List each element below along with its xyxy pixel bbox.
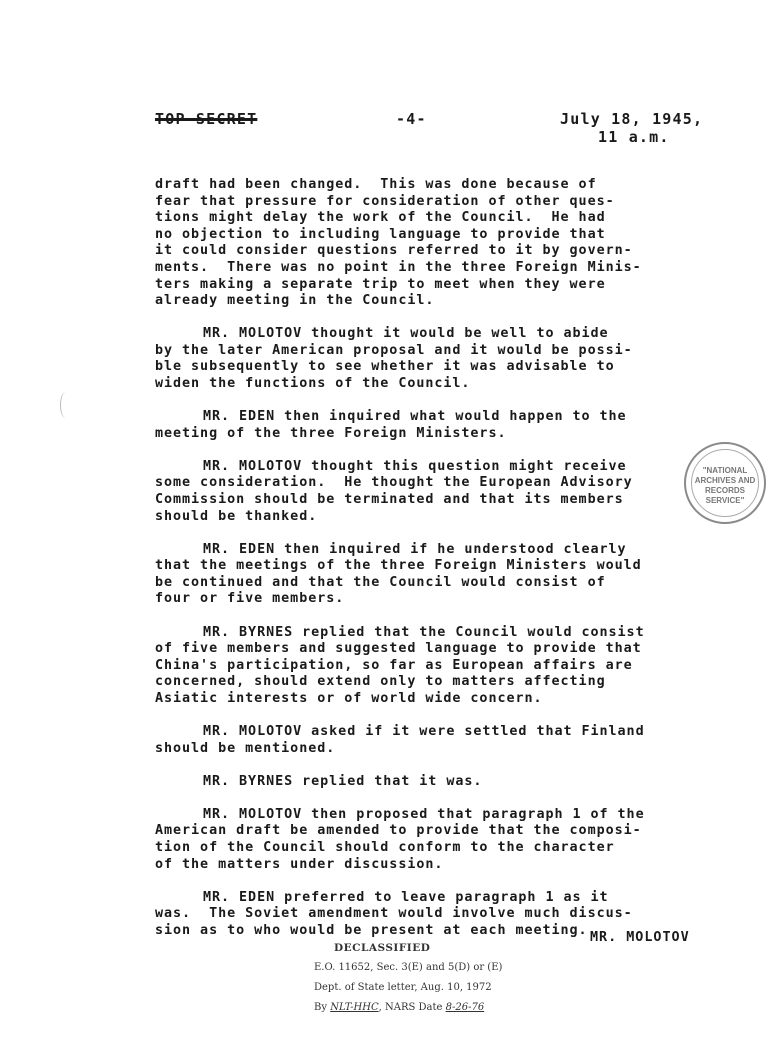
classification-marking: TOP SECRET <box>155 110 258 128</box>
paragraph <box>155 177 685 310</box>
stamp-line-3: RECORDS <box>704 486 745 495</box>
line-text: was. The Soviet amendment would involve much discus- <box>155 906 633 922</box>
paragraph-line <box>155 906 685 923</box>
line-text: already meeting in the Council. <box>155 293 435 309</box>
punch-hole-mark <box>60 392 71 418</box>
paragraph-line <box>155 741 685 758</box>
line-text: MR. BYRNES replied that the Council would consist <box>203 624 645 640</box>
paragraph-line <box>155 724 685 741</box>
line-text: ters making a separate trip to meet when they were <box>155 276 606 292</box>
line-text: ble subsequently to see whether it was advisable to <box>155 359 615 375</box>
line-text: should be thanked. <box>155 508 318 524</box>
line-text: tion of the Council should conform to the character <box>155 840 615 855</box>
paragraph-line <box>155 857 685 874</box>
paragraph-line <box>155 774 685 791</box>
line-text: concerned, should extend only to matters affecting <box>155 674 606 690</box>
line-text: be continued and that the Council would consist of <box>155 574 606 590</box>
paragraph-line <box>155 823 685 840</box>
paragraph-line <box>155 227 685 244</box>
line-text: it could consider questions referred to it by govern- <box>155 243 633 259</box>
line-text: American draft be amended to provide that the composi- <box>155 823 642 839</box>
line-text: MR. MOLOTOV then proposed that paragraph 1 of the <box>203 806 645 822</box>
archives-stamp <box>684 442 766 524</box>
line-text: China's participation, so far as European affairs are <box>155 657 633 673</box>
declass-signature: NLT-HHC <box>330 1002 379 1013</box>
line-text: MR. MOLOTOV asked if it were settled that Finland <box>203 724 645 740</box>
paragraph-line <box>155 177 685 194</box>
paragraph-line <box>155 691 685 708</box>
paragraph <box>155 459 685 525</box>
paragraph-line <box>155 840 685 857</box>
paragraph-line <box>155 658 685 675</box>
paragraph-line <box>155 277 685 294</box>
line-text: some consideration. He thought the European Advisory <box>155 475 633 491</box>
paragraph <box>155 774 685 791</box>
paragraph <box>155 625 685 708</box>
line-text: MR. MOLOTOV thought this question might receive <box>203 458 627 474</box>
line-text: by the later American proposal and it would be possi- <box>155 342 633 358</box>
stamp-line-2: ARCHIVES AND <box>694 476 756 485</box>
declass-signature-line <box>314 998 534 1018</box>
paragraph-line <box>155 492 685 509</box>
memo-body <box>155 177 685 956</box>
paragraph <box>155 326 685 392</box>
stamp-line-1: "NATIONAL <box>702 466 748 475</box>
paragraph-line <box>155 459 685 476</box>
paragraph-line <box>155 293 685 310</box>
line-text: MR. EDEN then inquired what would happen to the <box>203 409 627 425</box>
line-text: should be mentioned. <box>155 740 336 756</box>
line-text: meeting of the three Foreign Ministers. <box>155 425 507 441</box>
line-text: widen the functions of the Council. <box>155 376 471 392</box>
meeting-date: July 18, 1945, <box>560 110 704 128</box>
paragraph-line <box>155 326 685 343</box>
declassification-stamp <box>314 938 534 1018</box>
line-text: no objection to including language to provide that <box>155 226 606 242</box>
paragraph-line <box>155 409 685 426</box>
paragraph-line <box>155 591 685 608</box>
line-text: Commission should be terminated and that its members <box>155 492 624 507</box>
line-text: MR. EDEN then inquired if he understood clearly <box>203 541 627 557</box>
line-text: fear that pressure for consideration of other ques- <box>155 193 615 209</box>
line-text: of the matters under discussion. <box>155 856 444 872</box>
declass-by-label: By <box>314 1002 327 1013</box>
catchword: MR. MOLOTOV <box>590 930 690 945</box>
paragraph-line <box>155 475 685 492</box>
paragraph-line <box>155 641 685 658</box>
stamp-line-4: SERVICE" <box>705 496 745 505</box>
paragraph-line <box>155 376 685 393</box>
paragraph-line <box>155 890 685 907</box>
line-text: sion as to who would be present at each meeting. <box>155 922 588 938</box>
declass-letter: Dept. of State letter, Aug. 10, 1972 <box>314 982 492 993</box>
line-text: Asiatic interests or of world wide concern. <box>155 690 543 706</box>
paragraph-line <box>155 260 685 277</box>
line-text: ments. There was no point in the three Foreign Minis- <box>155 259 642 275</box>
paragraph-line <box>155 625 685 642</box>
paragraph-line <box>155 674 685 691</box>
paragraph-line <box>155 807 685 824</box>
meeting-time: 11 a.m. <box>598 128 670 146</box>
paragraph-line <box>155 210 685 227</box>
line-text: of five members and suggested language to provide that <box>155 641 642 657</box>
declass-nars-label: , NARS Date <box>378 1002 443 1013</box>
line-text: four or five members. <box>155 591 345 607</box>
paragraph-line <box>155 558 685 575</box>
paragraph-line <box>155 575 685 592</box>
paragraph <box>155 807 685 873</box>
declass-authority: E.O. 11652, Sec. 3(E) and 5(D) or (E) <box>314 962 503 973</box>
paragraph-line <box>155 426 685 443</box>
paragraph <box>155 409 685 442</box>
line-text: tions might delay the work of the Council. He had <box>155 210 606 226</box>
paragraph-line <box>155 359 685 376</box>
paragraph <box>155 724 685 757</box>
paragraph-line <box>155 509 685 526</box>
line-text: MR. BYRNES replied that it was. <box>203 773 483 789</box>
paragraph-line <box>155 243 685 260</box>
line-text: draft had been changed. This was done because of <box>155 177 597 192</box>
line-text: MR. MOLOTOV thought it would be well to abide <box>203 326 609 342</box>
stamp-ring <box>691 449 759 517</box>
line-text: that the meetings of the three Foreign Ministers would <box>155 558 642 574</box>
paragraph-line <box>155 343 685 360</box>
declass-title: DECLASSIFIED <box>334 942 431 954</box>
date-block <box>560 110 703 146</box>
page-number: -4- <box>396 110 427 128</box>
paragraph-line <box>155 194 685 211</box>
line-text: MR. EDEN preferred to leave paragraph 1 as it <box>203 889 609 905</box>
paragraph-line <box>155 542 685 559</box>
declass-date: 8-26-76 <box>445 1002 485 1013</box>
paragraph <box>155 542 685 608</box>
